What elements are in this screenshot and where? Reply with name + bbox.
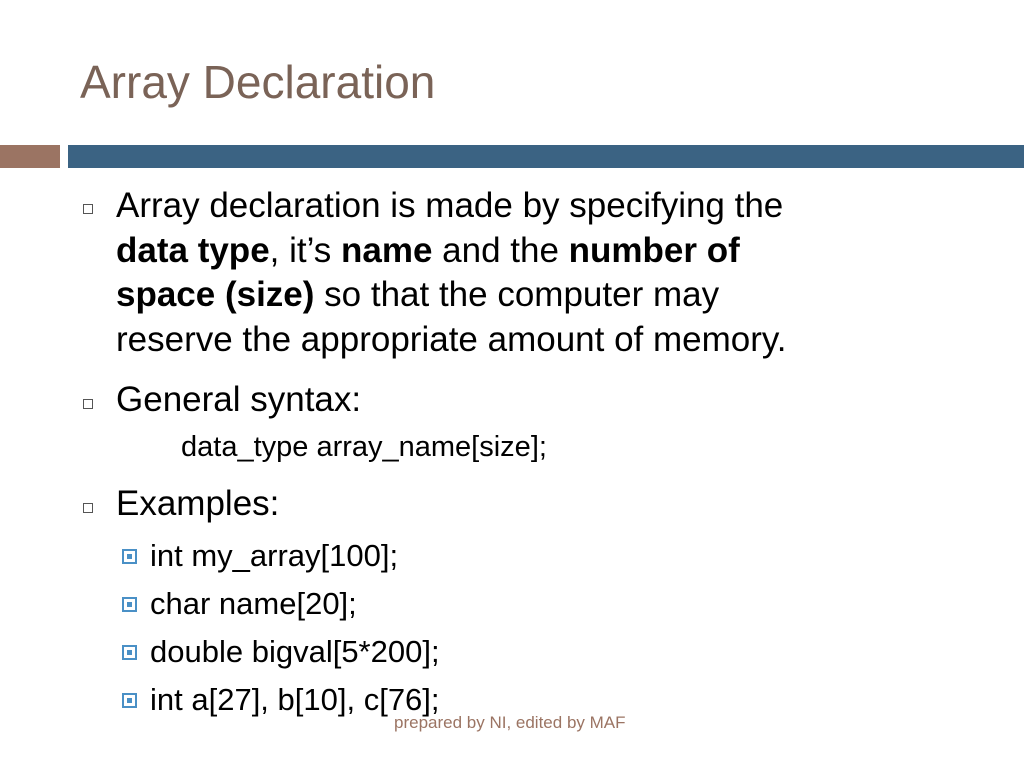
example-item: char name[20]; [150,586,357,621]
bold-term: number of [568,230,740,270]
example-item: int a[27], b[10], c[76]; [150,682,440,717]
bullet-1-line-4: reserve the appropriate amount of memory. [116,319,787,359]
bullet-1-line-1: Array declaration is made by specifying the [116,186,784,225]
bullet-1-line-3: space (size) so that the computer may [116,275,720,314]
bold-term: space (size) [116,275,315,314]
bullet-3-text: Examples: [116,484,280,523]
sub-bullet-square-icon [122,693,137,708]
bullet-1-text [116,184,787,362]
bold-term: name [340,230,433,270]
slide-footer: prepared by NI, edited by MAF [394,713,626,732]
sub-bullet-square-icon [122,549,137,564]
slide-title: Array Declaration [80,56,436,108]
syntax-example: data_type array_name[size]; [181,431,547,463]
bullet-2-text: General syntax: [116,380,362,419]
example-item: double bigval[5*200]; [150,634,440,669]
example-item: int my_array[100]; [150,538,399,573]
bullet-square-icon [83,503,93,513]
sub-bullet-square-icon [122,597,137,612]
bold-term: data type [116,230,270,270]
bullet-square-icon [83,204,93,214]
sub-bullet-square-icon [122,645,137,660]
bullet-1-line-2: data type, it’s name and the number of [116,230,740,270]
bullet-square-icon [83,399,93,409]
